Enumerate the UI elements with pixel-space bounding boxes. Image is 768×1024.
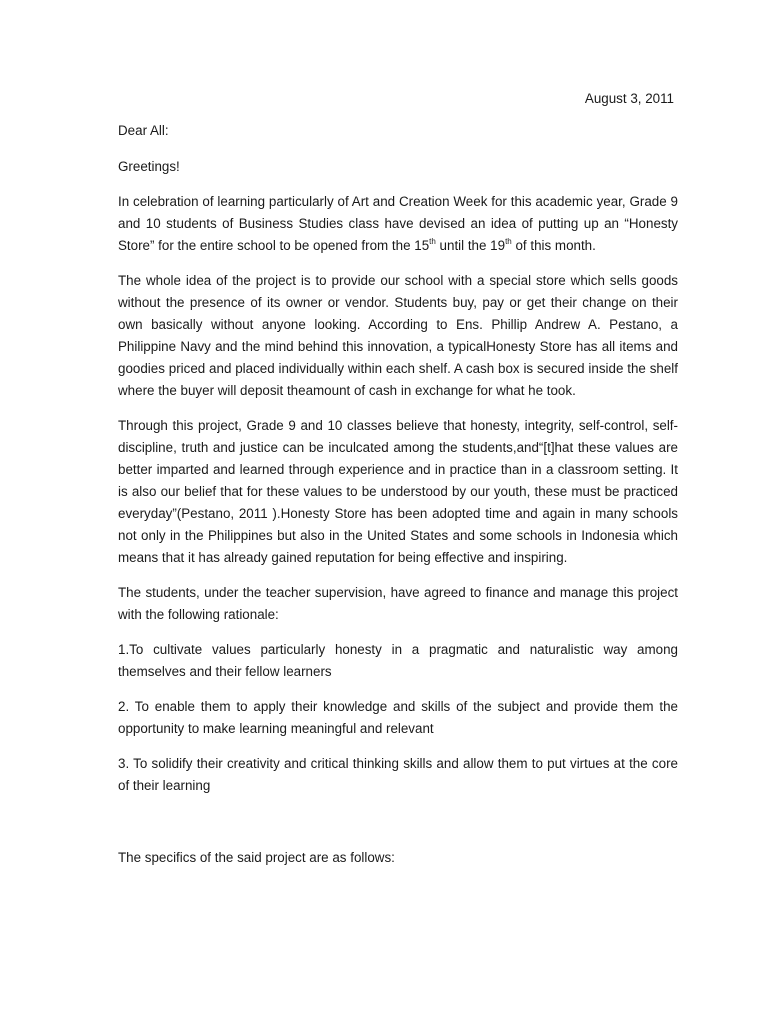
values-paragraph: Through this project, Grade 9 and 10 classes believe that honesty, integrity, self-control, self-discipline, truth and justice can be inculcated among the students,and“[t]hat these values are better imparted and learned through experience and in practice than in a classroom setting. It is also our belief that for these values to be understood by our youth, these must be practiced everyday”(Pestano, 2011 ).Honesty Store has been adopted time and again in many schools not only in the Philippines but also in the United States and some schools in Indonesia which means that it has already gained reputation for being effective and inspiring. — [118, 418, 678, 565]
intro-text-middle: until the 19 — [435, 238, 506, 253]
intro-paragraph — [118, 191, 678, 257]
salutation: Dear All: — [118, 123, 169, 138]
superscript-th-15: th — [429, 237, 436, 246]
project-idea-paragraph: The whole idea of the project is to provide our school with a special store which sells goods without the presence of its owner or vendor. Students buy, pay or get their change on their own basically without anyone looking. According to Ens. Phillip Andrew A. Pestano, a Philippine Navy and the mind behind this innovation, a typicalHonesty Store has all items and goodies priced and placed individually within each shelf. A cash box is secured inside the shelf where the buyer will deposit theamount of cash in exchange for what he took. — [118, 273, 678, 398]
greeting: Greetings! — [118, 159, 180, 174]
superscript-th-19: th — [505, 237, 512, 246]
specifics-line: The specifics of the said project are as follows: — [118, 850, 395, 865]
rationale-item-3: 3. To solidify their creativity and critical thinking skills and allow them to put virtues at the core of their learning — [118, 756, 678, 793]
letter-date: August 3, 2011 — [584, 91, 674, 106]
intro-text-start: In celebration of learning particularly of Art and Creation Week for this academic year, Grade 9 and 10 students of Business Studies class have devised an idea of putting up an “Honesty Store” for the entire school to be opened from the 15 — [118, 194, 678, 253]
rationale-item-1: 1.To cultivate values particularly honesty in a pragmatic and naturalistic way among themselves and their fellow learners — [118, 642, 678, 679]
rationale-intro-paragraph: The students, under the teacher supervision, have agreed to finance and manage this project with the following rationale: — [118, 585, 678, 622]
intro-text-end: of this month. — [511, 238, 596, 253]
letter-page — [118, 88, 678, 869]
rationale-item-2: 2. To enable them to apply their knowledge and skills of the subject and provide them the opportunity to make learning meaningful and relevant — [118, 699, 678, 736]
